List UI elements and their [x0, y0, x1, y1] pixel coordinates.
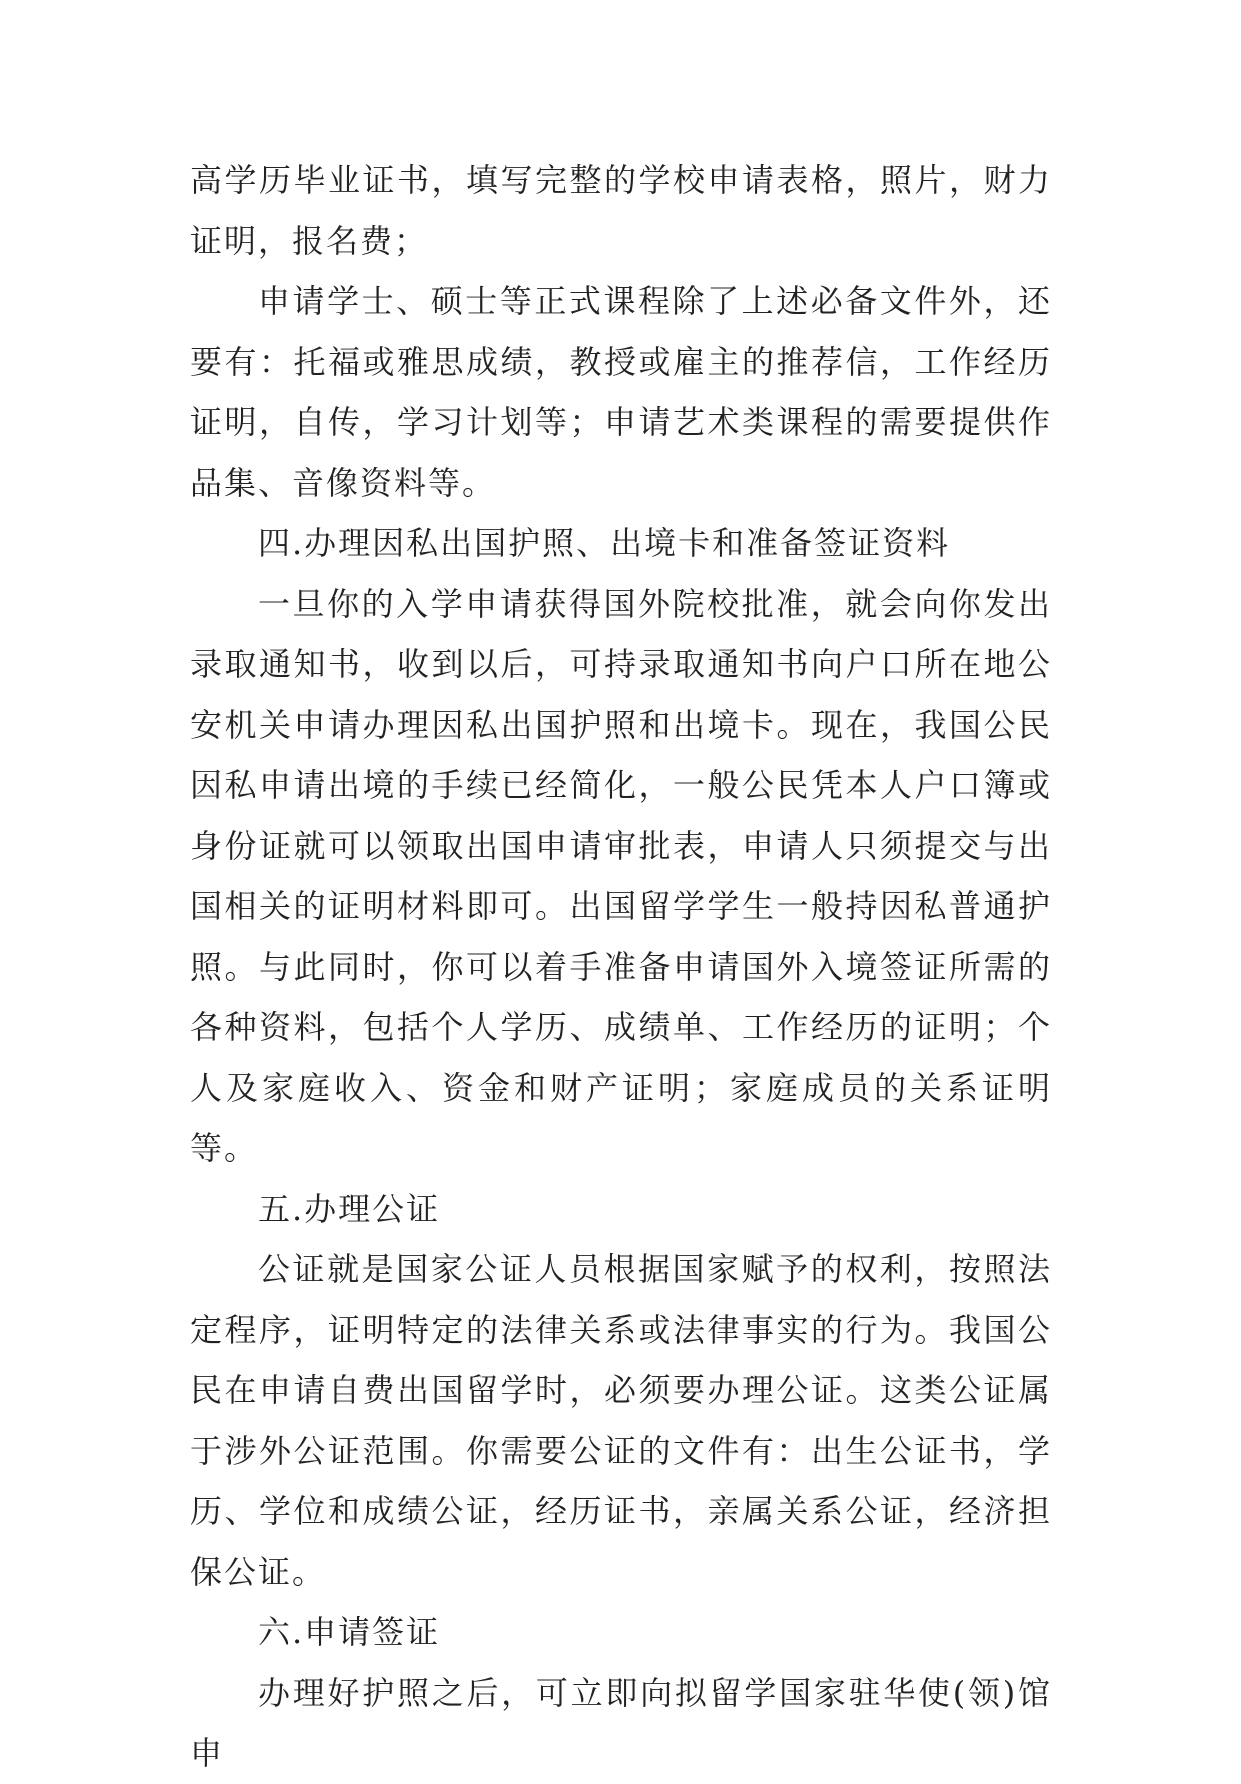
paragraph-notarization: 公证就是国家公证人员根据国家赋予的权利，按照法定程序，证明特定的法律关系或法律事实的行为。我国公民在申请自费出国留学时，必须要办理公证。这类公证属于涉外公证范围。你需要公证的文件有：出生公证书，学历、学位和成绩公证，经历证书，亲属关系公证，经济担保公证。: [190, 1250, 1052, 1591]
paragraph-required-documents-continued: 高学历毕业证书，填写完整的学校申请表格，照片，财力证明，报名费；: [190, 161, 1052, 260]
paragraph-visa-application: 办理好护照之后，可立即向拟留学国家驻华使(领)馆申: [190, 1673, 1052, 1772]
heading-visa-application: 六.申请签证: [258, 1613, 441, 1651]
paragraph-passport-application: 一旦你的入学申请获得国外院校批准，就会向你发出录取通知书，收到以后，可持录取通知书向户口所在地公安机关申请办理因私出国护照和出境卡。现在，我国公民因私申请出境的手续已经简化，一般公民凭本人户口簿或身份证就可以领取出国申请审批表，申请人只须提交与出国相关的证明材料即可。出国留学学生一般持因私普通护照。与此同时，你可以着手准备申请国外入境签证所需的各种资料，包括个人学历、成绩单、工作经历的证明；个人及家庭收入、资金和财产证明；家庭成员的关系证明等。: [190, 584, 1052, 1167]
paragraph-degree-course-requirements: 申请学士、硕士等正式课程除了上述必备文件外，还要有：托福或雅思成绩，教授或雇主的推荐信，工作经历证明，自传，学习计划等；申请艺术类课程的需要提供作品集、音像资料等。: [190, 282, 1052, 502]
document-body: [190, 150, 1052, 1784]
heading-passport-and-visa-materials: 四.办理因私出国护照、出境卡和准备签证资料: [258, 524, 951, 562]
heading-notarization: 五.办理公证: [258, 1189, 441, 1228]
